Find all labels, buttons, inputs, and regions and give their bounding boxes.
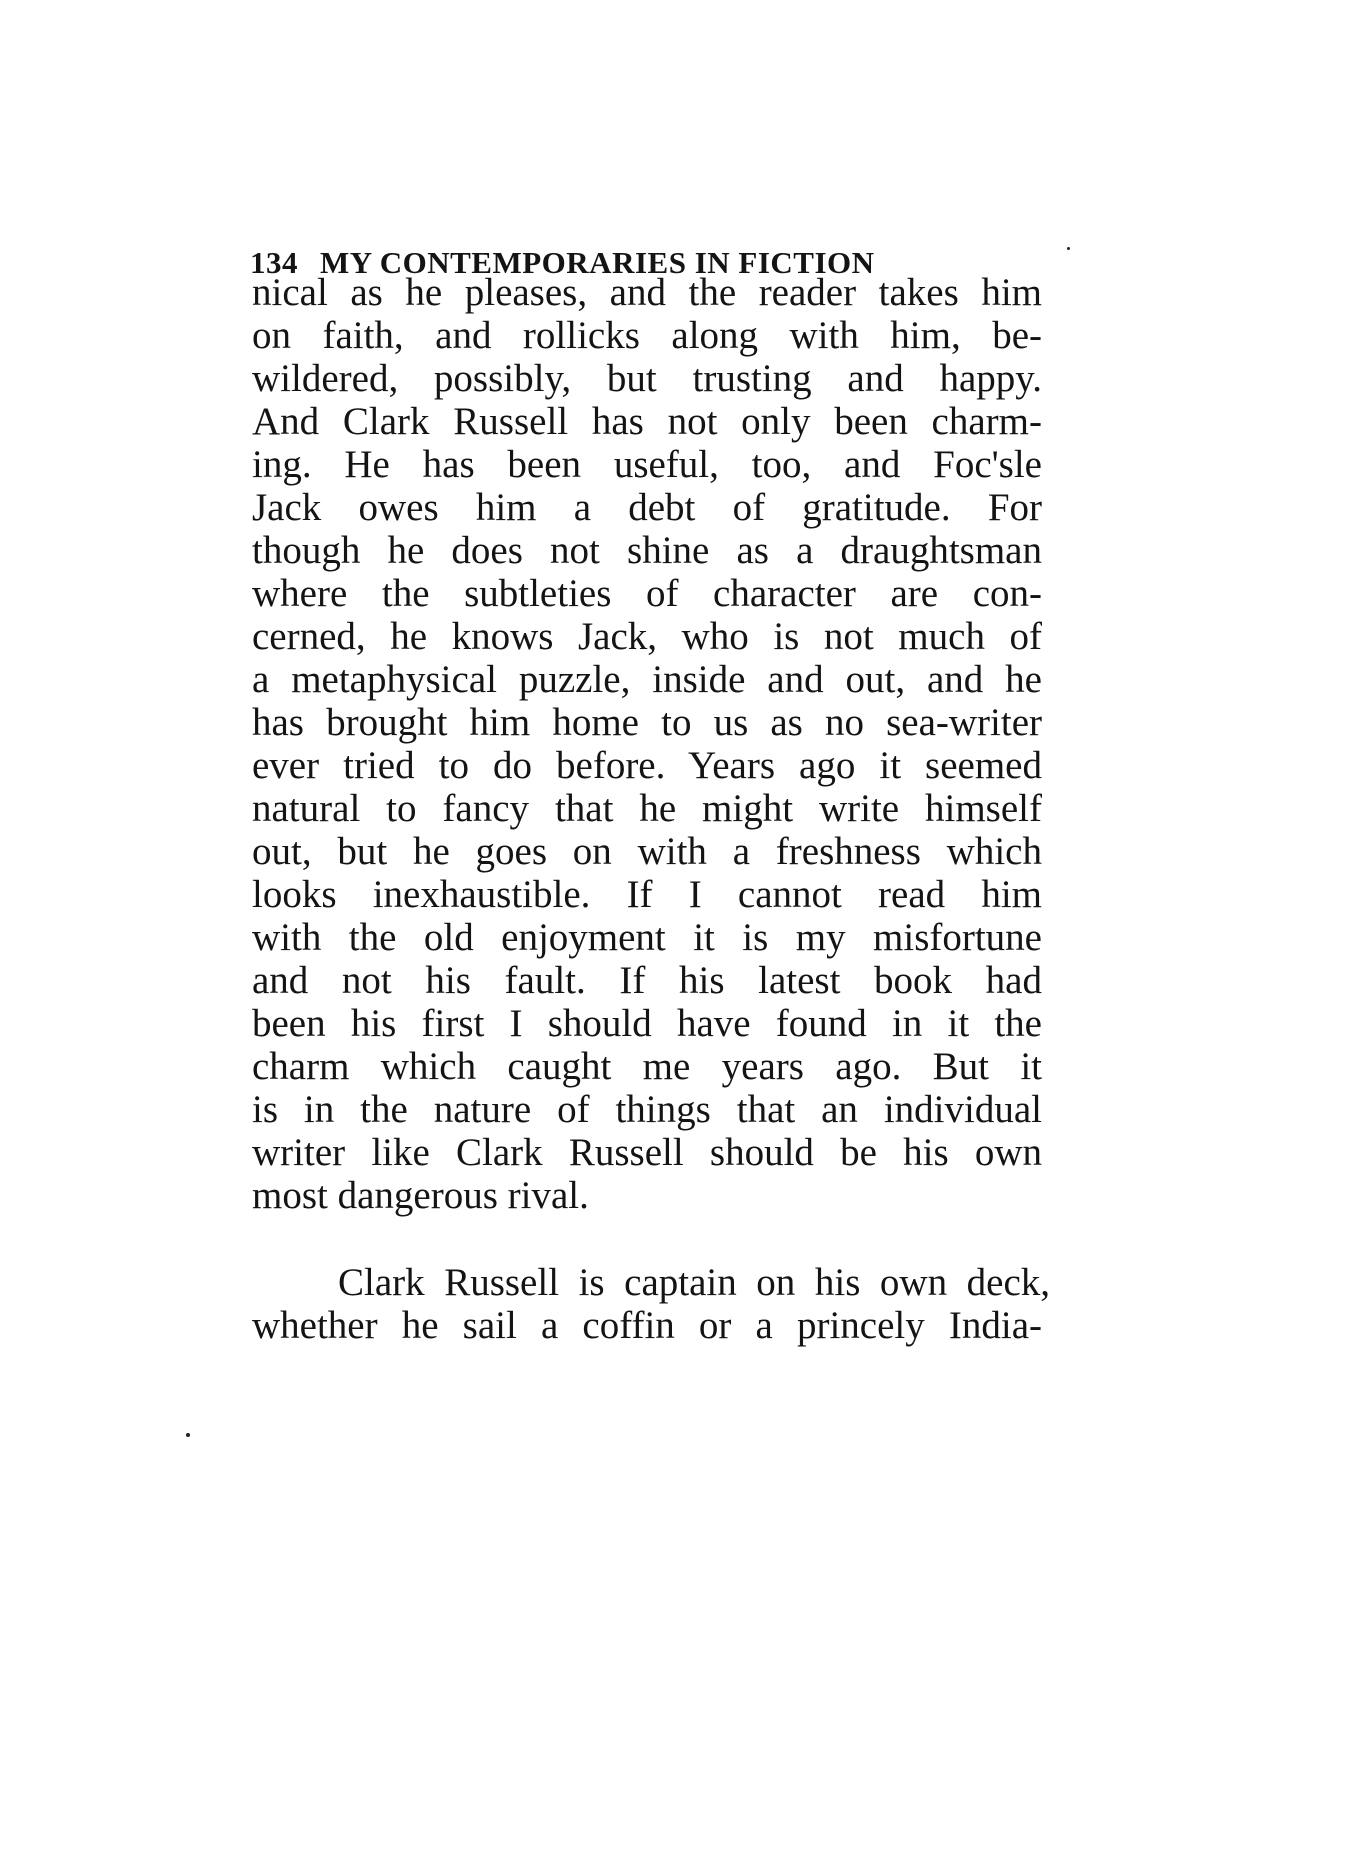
scan-speck <box>186 1433 190 1437</box>
text-line: Clark Russell is captain on his own deck, <box>338 1261 1050 1304</box>
text-line: though he does not shine as a draughtsman <box>252 529 1042 572</box>
text-line: ever tried to do before. Years ago it seemed <box>252 744 1042 787</box>
text-line: whether he sail a coffin or a princely India- <box>252 1304 1042 1347</box>
running-title: MY CONTEMPORARIES IN FICTION <box>320 245 875 280</box>
text-line: writer like Clark Russell should be his own <box>252 1131 1042 1174</box>
text-line: looks inexhaustible. If I cannot read him <box>252 873 1042 916</box>
text-line: charm which caught me years ago. But it <box>252 1045 1042 1088</box>
text-line: where the subtleties of character are con- <box>252 572 1042 615</box>
text-line: cerned, he knows Jack, who is not much of <box>252 615 1042 658</box>
text-line: has brought him home to us as no sea-writer <box>252 701 1042 744</box>
text-line: with the old enjoyment it is my misfortune <box>252 916 1042 959</box>
text-line: is in the nature of things that an individual <box>252 1088 1042 1131</box>
text-line: most dangerous rival. <box>252 1174 589 1217</box>
text-line: and not his fault. If his latest book had <box>252 959 1042 1002</box>
text-line: on faith, and rollicks along with him, be- <box>252 314 1042 357</box>
text-line: been his first I should have found in it the <box>252 1002 1042 1045</box>
text-line: nical as he pleases, and the reader takes him <box>252 271 1042 314</box>
text-line: out, but he goes on with a freshness which <box>252 830 1042 873</box>
scan-speck <box>1067 247 1070 250</box>
text-line: And Clark Russell has not only been charm- <box>252 400 1042 443</box>
text-line: a metaphysical puzzle, inside and out, and he <box>252 658 1042 701</box>
text-line: wildered, possibly, but trusting and happy. <box>252 357 1042 400</box>
page-number: 134 <box>250 245 298 280</box>
text-line: natural to fancy that he might write himself <box>252 787 1042 830</box>
text-line: Jack owes him a debt of gratitude. For <box>252 486 1042 529</box>
text-line: ing. He has been useful, too, and Foc'sle <box>252 443 1042 486</box>
